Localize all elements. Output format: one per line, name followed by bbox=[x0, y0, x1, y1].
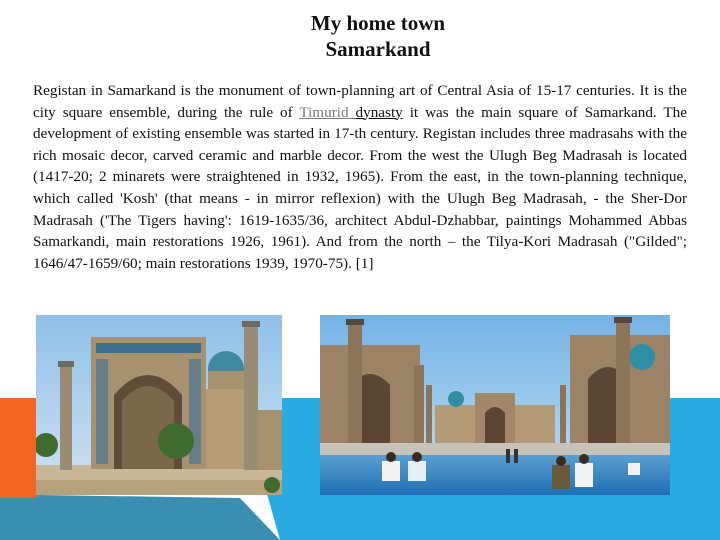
dynasty-link[interactable]: dynasty bbox=[355, 103, 403, 121]
photo-sher-dor-madrasah bbox=[36, 315, 282, 495]
photo-registan-square bbox=[320, 315, 670, 495]
title-line-1: My home town bbox=[310, 11, 446, 35]
timurid-link[interactable]: Timurid bbox=[299, 103, 356, 121]
teal-triangle-shape bbox=[0, 495, 280, 540]
title-line-2: Samarkand bbox=[325, 37, 431, 61]
body-paragraph bbox=[33, 80, 687, 274]
body-text-part-1: Registan in Samarkand is the monument of town-planning art of Central Asia of 15-17 centuries. It is the city square ensemble, during the rule of bbox=[33, 82, 687, 121]
body-text-part-2: it was the main square of Samarkand. The development of existing ensemble was started in 17-th century. Registan includes three madrasahs with the rich mosaic decor, carved ceramic and marble decor. From the west the Ulugh Beg Madrasah is located (1417-20; 2 minarets were straightened in 1932, 1965). From the east, in the town-planning technique, which called 'Kosh' (that means - in mirror reflexion) with the Ulugh Beg Madrasah, - the Sher-Dor Madrasah ('The Tigers having': 1619-1635/36, architect Abdul-Dzhabbar, paintings Mohammed Abbas Samarkandi, main restorations 1926, 1961). And from the north – the Tilya-Kori Madrasah ("Gilded"; 1646/47-1659/60; main restorations 1939, 1970-75). [1] bbox=[33, 103, 687, 272]
slide-title bbox=[0, 10, 720, 62]
orange-block-shape bbox=[0, 398, 36, 498]
